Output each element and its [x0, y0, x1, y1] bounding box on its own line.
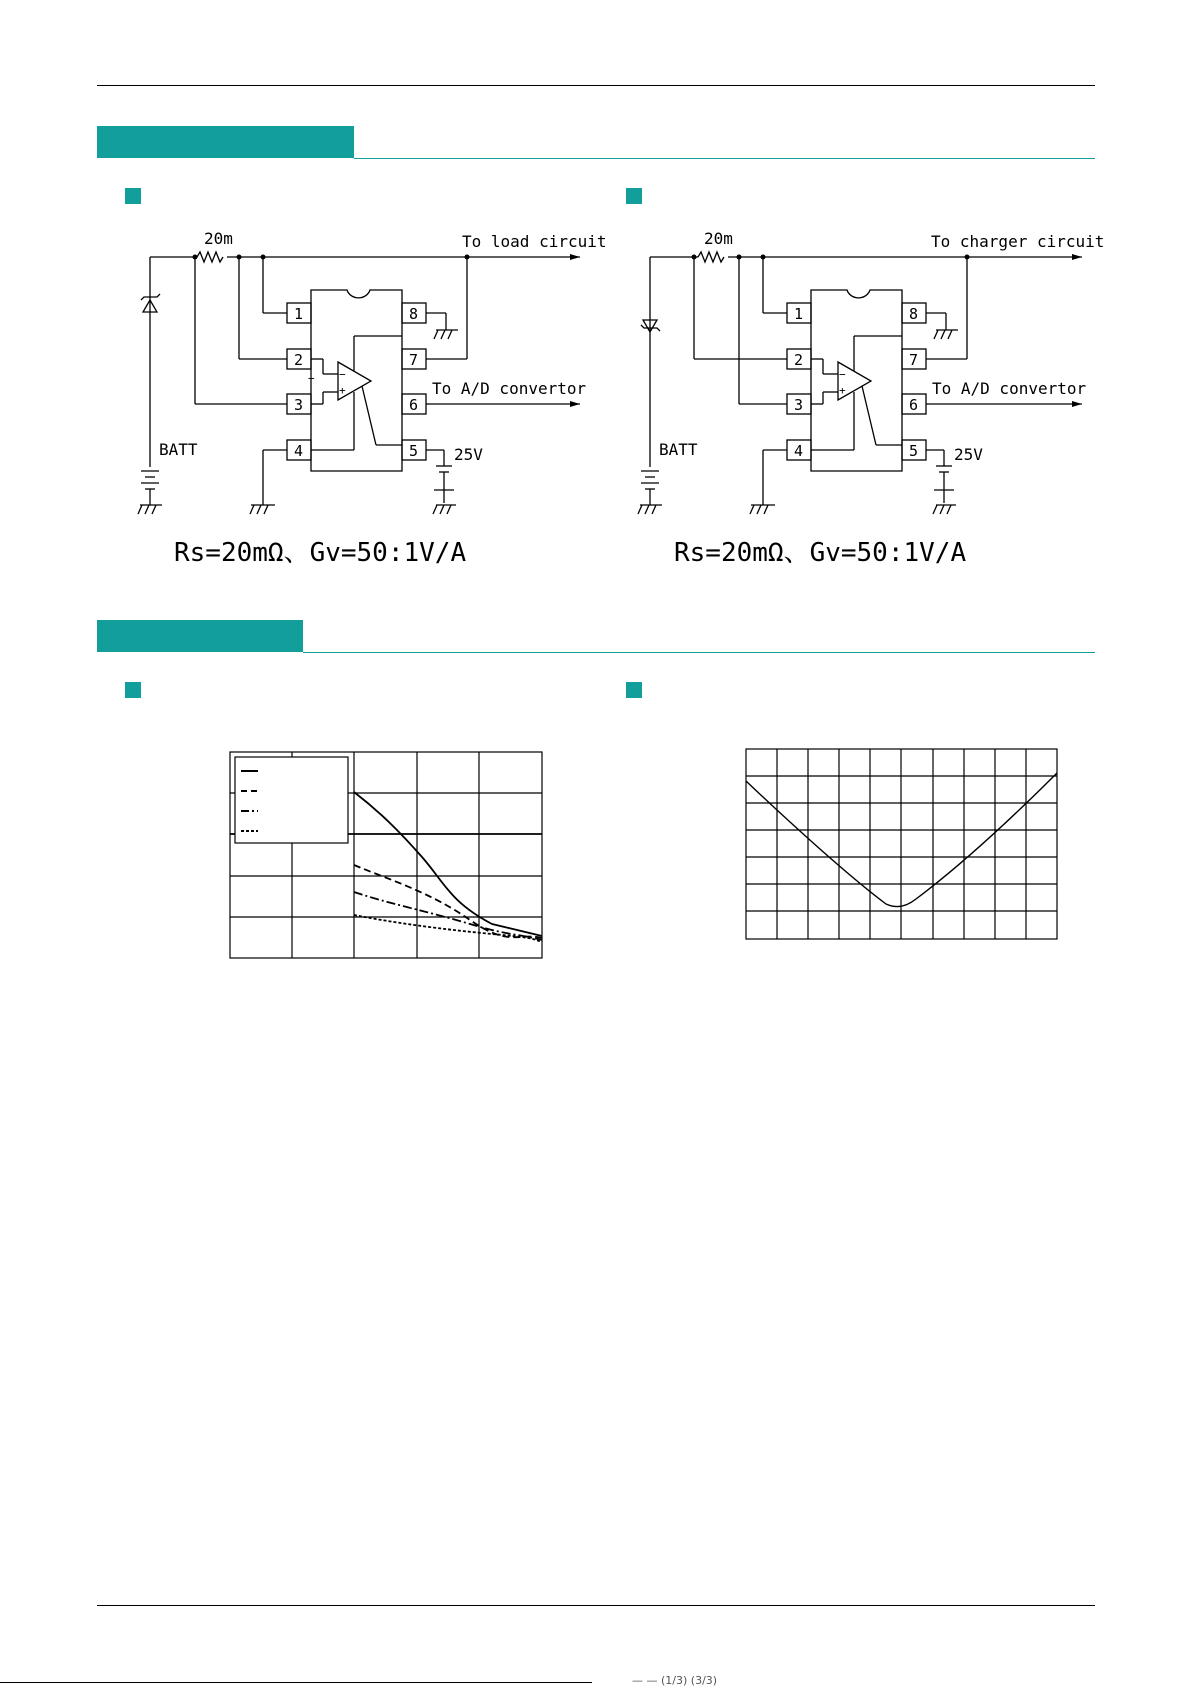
svg-text:+: +	[839, 384, 846, 397]
resistor-label: 20m	[204, 229, 233, 248]
resistor-label: 20m	[704, 229, 733, 248]
pin-2: 2	[294, 351, 304, 369]
pin-8: 8	[409, 305, 419, 323]
pin-5: 5	[909, 442, 919, 460]
characteristic-graph-right	[746, 749, 1057, 939]
formula: Rs=20mΩ、Gv=50:1V/A	[674, 538, 967, 568]
section-header-rule-2	[303, 652, 1095, 653]
svg-text:−: −	[339, 368, 346, 381]
characteristic-graph-left	[230, 752, 542, 958]
circuit-diagram-right	[0, 0, 1191, 600]
svg-text:−: −	[839, 368, 846, 381]
pin-2: 2	[794, 351, 804, 369]
batt-label: BATT	[159, 440, 198, 459]
footer-fragment: — — (1/3) (3/3)	[632, 1674, 718, 1687]
subsection-bullet-right-2	[626, 682, 642, 698]
pin-1: 1	[294, 305, 304, 323]
pin-3: 3	[294, 396, 304, 414]
pin-6: 6	[409, 396, 419, 414]
subsection-bullet-left-2	[125, 682, 141, 698]
output-label-mid: To A/D convertor	[932, 379, 1087, 398]
batt-label: BATT	[659, 440, 698, 459]
pin-4: 4	[294, 442, 304, 460]
pin-4: 4	[794, 442, 804, 460]
supply-label: 25V	[954, 445, 983, 464]
svg-text:+: +	[339, 384, 346, 397]
pin-8: 8	[909, 305, 919, 323]
output-label-top: To load circuit	[462, 232, 607, 251]
footer-rule	[97, 1605, 1095, 1606]
supply-label: 25V	[454, 445, 483, 464]
pin-7: 7	[909, 351, 919, 369]
pin-5: 5	[409, 442, 419, 460]
pin-7: 7	[409, 351, 419, 369]
svg-text:−: −	[308, 372, 315, 385]
pin-1: 1	[794, 305, 804, 323]
output-label-top: To charger circuit	[931, 232, 1105, 251]
pin-6: 6	[909, 396, 919, 414]
pin-3: 3	[794, 396, 804, 414]
bottom-edge-rule	[0, 1682, 592, 1683]
output-label-mid: To A/D convertor	[432, 379, 587, 398]
section-header-characteristics	[97, 620, 303, 652]
formula: Rs=20mΩ、Gv=50:1V/A	[174, 538, 467, 568]
